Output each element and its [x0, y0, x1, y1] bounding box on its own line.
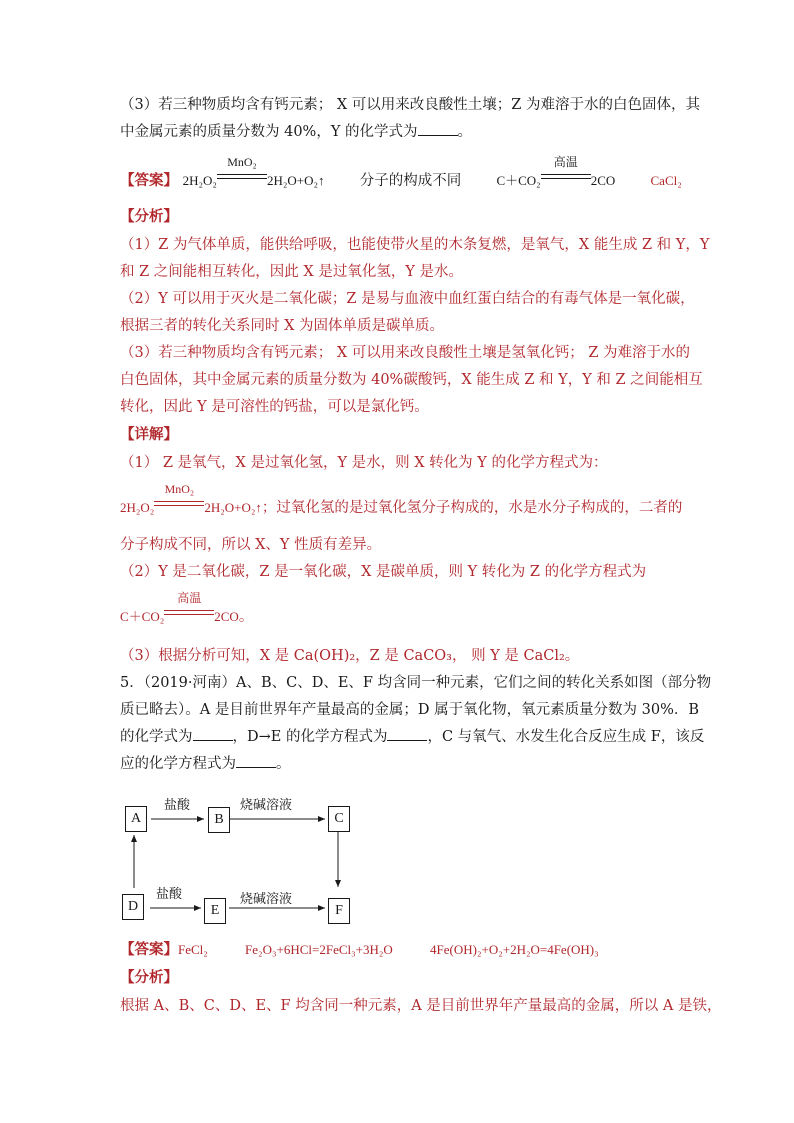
detail-equation-2-right: 2CO [214, 609, 239, 624]
answer-2-equation-3: 4Fe(OH)₂+O₂+2H₂O=4Fe(OH)₃ [430, 942, 599, 957]
answer-text: 分子的构成不同 [359, 173, 462, 189]
detail-equation-2-left: C＋CO₂ [120, 609, 165, 624]
question-5-line-2: 质已略去）。A 是目前世界年产量最高的金属；D 属于氧化物，氧元素质量分数为 30%．B [120, 702, 700, 718]
node-d: D [122, 894, 144, 920]
equation-2-left: C＋CO₂ [496, 173, 541, 188]
analysis-p3-line-1: （3）若三种物质均含有钙元素； X 可以用来改良酸性土壤是氢氧化钙； Z 为难溶于水的 [120, 345, 691, 361]
answer-blank [236, 755, 276, 768]
question-3-line-2: 中金属元素的质量分数为 40%，Y 的化学式为 。 [120, 124, 473, 140]
detail-tag: 【详解】 [120, 426, 178, 443]
equation-1-left: 2H₂O₂ [182, 173, 217, 188]
analysis-2-tag: 【分析】 [120, 969, 178, 986]
transformation-diagram [120, 790, 380, 930]
label-hydrochloric-acid-bottom: 盐酸 [156, 887, 183, 902]
label-hydrochloric-acid-top: 盐酸 [164, 798, 191, 813]
answer-2-equation-2: Fe₂O₃+6HCl=2FeCl₃+3H₂O [245, 942, 393, 957]
answer-blank [193, 728, 233, 741]
node-c: C [328, 806, 350, 832]
detail-2-line: （2）Y 是二氧化碳，Z 是一氧化碳，X 是碳单质，则 Y 转化为 Z 的化学方程式为 [120, 564, 647, 580]
detail-equation-1-right: 2H₂O+O₂↑ [204, 500, 262, 515]
detail-1-line: （1） Z 是氧气，X 是过氧化氢，Y 是水，则 X 转化为 Y 的化学方程式为： [120, 455, 608, 471]
answer-2-line: 【答案】FeCl₂ Fe₂O₃+6HCl=2FeCl₃+3H₂O 4Fe(OH)₂+O₂+2H₂O=4Fe(OH)₃ [120, 941, 599, 958]
node-f: F [328, 898, 350, 924]
answer-2-formula-1: FeCl₂ [178, 942, 208, 957]
analysis-p2-line-1: （2）Y 可以用于灭火是二氧化碳；Z 是易与血液中血红蛋白结合的有毒气体是一氧化碳， [120, 291, 695, 307]
node-a: A [125, 806, 147, 832]
detail-1-line-2: 分子构成不同，所以 X、Y 性质有差异。 [120, 537, 382, 553]
analysis-p2-line-2: 根据三者的转化关系同时 X 为固体单质是碳单质。 [120, 318, 445, 334]
equation-1-condition: MnO₂ [217, 165, 267, 185]
node-e: E [204, 898, 226, 924]
question-3-line-1: （3）若三种物质均含有钙元素； X 可以用来改良酸性土壤；Z 为难溶于水的白色固体，其 [120, 97, 700, 113]
detail-equation-2-condition: 高温 [164, 601, 214, 621]
question-5-line-1: 5．（2019·河南）A、B、C、D、E、F 均含同一种元素，它们之间的转化关系如图（部分物 [120, 675, 712, 691]
detail-equation-1-condition: MnO₂ [154, 492, 204, 512]
analysis-p1-line-1: （1）Z 为气体单质，能供给呼吸，也能使带火星的木条复燃，是氧气，X 能生成 Z 和 Y，Y [120, 237, 710, 253]
detail-equation-1-left: 2H₂O₂ [120, 500, 155, 515]
analysis-p1-line-2: 和 Z 之间能相互转化，因此 X 是过氧化氢，Y 是水。 [120, 264, 464, 280]
node-b: B [208, 807, 230, 833]
analysis-2-line-1: 根据 A、B、C、D、E、F 均含同一种元素，A 是目前世界年产量最高的金属，所以 A 是铁， [120, 998, 722, 1014]
analysis-p3-line-2: 白色固体，其中金属元素的质量分数为 40%碳酸钙，X 能生成 Z 和 Y，Y 和 Z 之间能相互 [120, 372, 703, 388]
question-5-line-4: 应的化学方程式为 。 [120, 756, 291, 772]
answer-3-formula: CaCl₂ [650, 173, 682, 188]
question-5-line-3: 的化学式为 ，D→E 的化学方程式为 ，C 与氧气、水发生化合反应生成 F，该反 [120, 729, 705, 745]
equation-2-condition: 高温 [541, 165, 591, 185]
answer-blank [387, 728, 427, 741]
equation-1-right: 2H₂O+O₂↑ [266, 173, 325, 188]
equation-2-right: 2CO [590, 173, 616, 188]
detail-1-equation-line: 2H₂O₂ MnO₂ 2H₂O+O₂↑；过氧化氢的是过氧化氢分子构成的，水是水分子构成的，二者的 [120, 482, 683, 516]
detail-3-line: （3）根据分析可知，X 是 Ca(OH)₂，Z 是 CaCO₃， 则 Y 是 CaCl₂。 [120, 648, 580, 664]
label-caustic-soda-bottom: 烧碱溶液 [240, 892, 293, 907]
answer-tag: 【答案】 [120, 172, 178, 189]
analysis-tag: 【分析】 [120, 208, 178, 225]
answer-line-1 [120, 155, 682, 191]
analysis-p3-line-3: 转化，因此 Y 是可溶性的钙盐，可以是氯化钙。 [120, 399, 429, 415]
detail-2-equation-line: C＋CO₂ 高温 2CO。 [120, 591, 254, 625]
answer-blank [418, 123, 458, 136]
label-caustic-soda-top: 烧碱溶液 [240, 798, 293, 813]
